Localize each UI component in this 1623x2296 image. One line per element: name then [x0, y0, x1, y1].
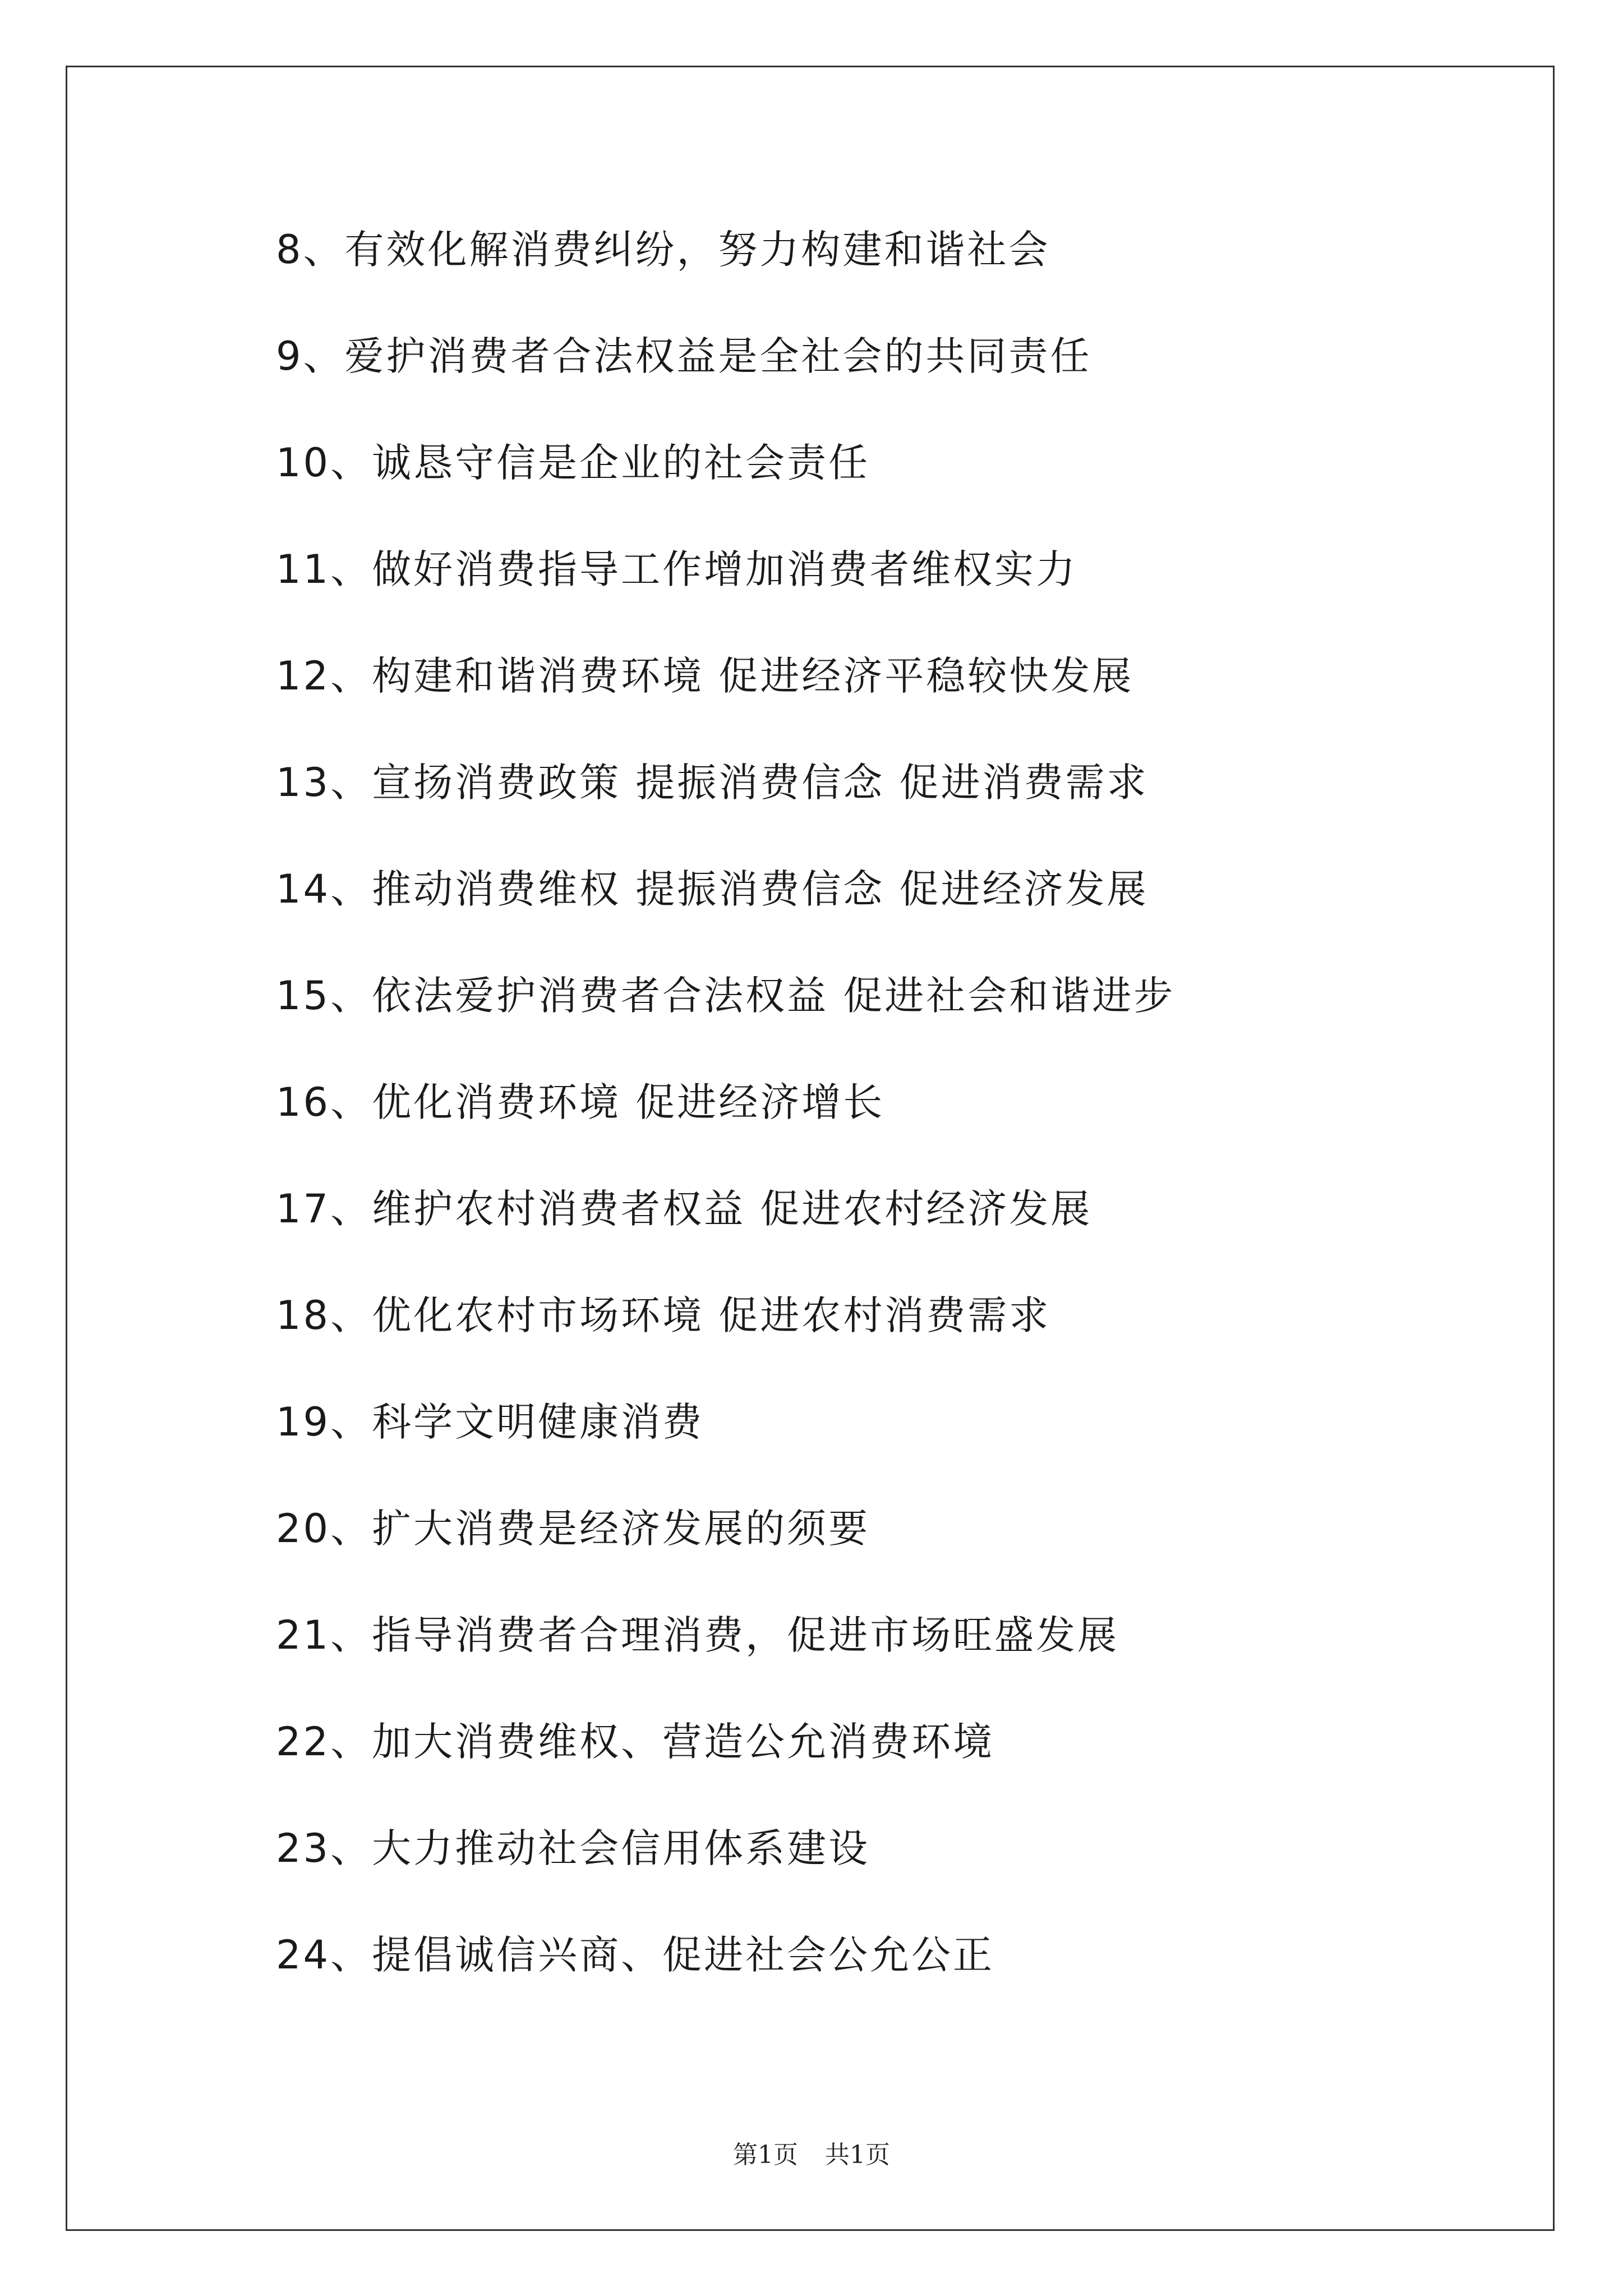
slogan-item: 19、科学文明健康消费 [276, 1399, 704, 1445]
slogan-item: 9、爱护消费者合法权益是全社会的共同责任 [276, 333, 1092, 379]
page-footer [0, 2134, 1623, 2170]
slogan-item: 13、宣扬消费政策 提振消费信念 促进消费需求 [276, 760, 1149, 806]
slogan-item: 22、加大消费维权、营造公允消费环境 [276, 1719, 995, 1765]
slogan-item: 17、维护农村消费者权益 促进农村经济发展 [276, 1186, 1092, 1232]
slogan-item: 10、诚恳守信是企业的社会责任 [276, 440, 870, 486]
slogan-list [276, 219, 1175, 2031]
slogan-item: 23、大力推动社会信用体系建设 [276, 1825, 870, 1871]
slogan-item: 24、提倡诚信兴商、促进社会公允公正 [276, 1932, 995, 1978]
slogan-item: 18、优化农村市场环境 促进农村消费需求 [276, 1292, 1051, 1338]
slogan-item: 14、推动消费维权 提振消费信念 促进经济发展 [276, 866, 1149, 912]
slogan-item: 15、依法爱护消费者合法权益 促进社会和谐进步 [276, 973, 1175, 1019]
slogan-item: 21、指导消费者合理消费，促进市场旺盛发展 [276, 1612, 1119, 1658]
slogan-item: 8、有效化解消费纠纷，努力构建和谐社会 [276, 227, 1050, 273]
slogan-item: 11、做好消费指导工作增加消费者维权实力 [276, 546, 1078, 592]
slogan-item: 20、扩大消费是经济发展的须要 [276, 1506, 870, 1552]
page-number: 第1页 [733, 2141, 798, 2169]
slogan-item: 12、构建和谐消费环境 促进经济平稳较快发展 [276, 653, 1134, 699]
slogan-item: 16、优化消费环境 促进经济增长 [276, 1079, 885, 1125]
page-total: 共1页 [825, 2141, 890, 2169]
